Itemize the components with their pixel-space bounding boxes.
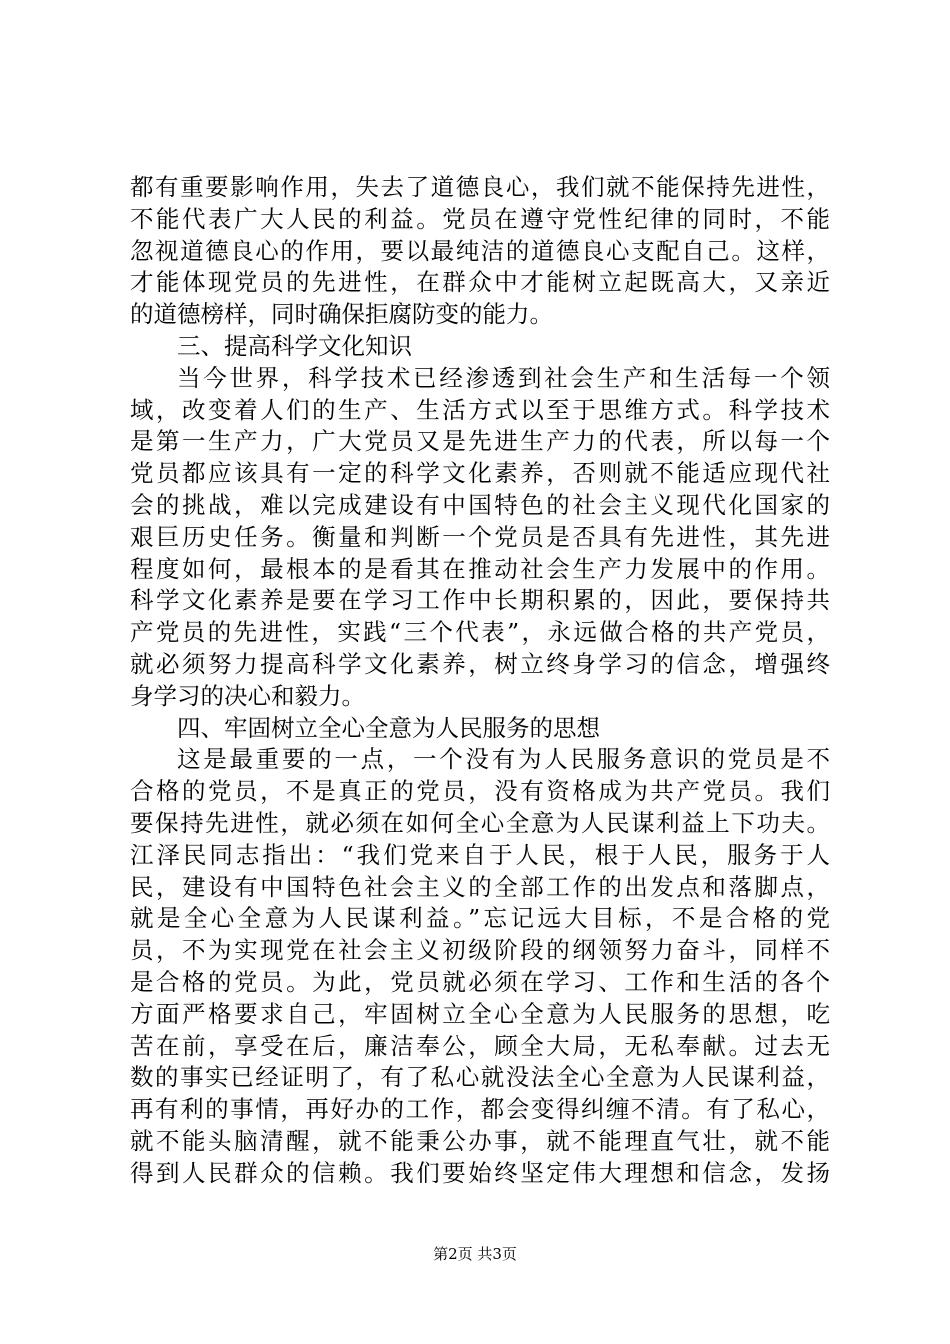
body-line: 身学习的决心和毅力。 <box>130 681 365 710</box>
page-number: 第2页 共3页 <box>433 1245 517 1263</box>
body-line: 是第一生产力，广大党员又是先进生产力的代表，所以每一个 <box>130 427 830 456</box>
body-line: 科学文化素养是要在学习工作中长期积累的，因此，要保持共 <box>130 586 830 615</box>
body-line: 忽视道德良心的作用，要以最纯洁的道德良心支配自己。这样， <box>130 236 830 265</box>
body-line: 这是最重要的一点，一个没有为人民服务意识的党员是不 <box>177 745 830 774</box>
body-line: 党员都应该具有一定的科学文化素养，否则就不能适应现代社 <box>130 459 830 488</box>
body-line: 民，建设有中国特色社会主义的全部工作的出发点和落脚点， <box>130 872 830 901</box>
body-line: 再有利的事情，再好办的工作，都会变得纠缠不清。有了私心， <box>130 1095 830 1124</box>
body-line: 是合格的党员。为此，党员就必须在学习、工作和生活的各个 <box>130 967 830 996</box>
body-line: 得到人民群众的信赖。我们要始终坚定伟大理想和信念，发扬 <box>130 1158 830 1187</box>
body-line: 的道德榜样，同时确保拒腐防变的能力。 <box>130 300 553 329</box>
body-line: 江泽民同志指出：“我们党来自于人民，根于人民，服务于人 <box>130 840 830 869</box>
body-line: 艰巨历史任务。衡量和判断一个党员是否具有先进性，其先进 <box>130 522 830 551</box>
document-body <box>130 172 830 1190</box>
body-line: 域，改变着人们的生产、生活方式以至于思维方式。科学技术 <box>130 395 830 424</box>
body-line: 程度如何，最根本的是看其在推动社会生产力发展中的作用。 <box>130 554 830 583</box>
body-line: 方面严格要求自己，牢固树立全心全意为人民服务的思想，吃 <box>130 999 830 1028</box>
body-line: 就是全心全意为人民谋利益。”忘记远大目标，不是合格的党 <box>130 904 830 933</box>
body-line: 不能代表广大人民的利益。党员在遵守党性纪律的同时，不能 <box>130 204 830 233</box>
body-line: 产党员的先进性，实践“三个代表”，永远做合格的共产党员， <box>130 618 830 647</box>
body-line: 数的事实已经证明了，有了私心就没法全心全意为人民谋利益， <box>130 1063 830 1092</box>
body-line: 员，不为实现党在社会主义初级阶段的纲领努力奋斗，同样不 <box>130 936 830 965</box>
body-line: 就不能头脑清醒，就不能秉公办事，就不能理直气壮，就不能 <box>130 1126 830 1155</box>
body-line: 会的挑战，难以完成建设有中国特色的社会主义现代化国家的 <box>130 490 830 519</box>
section-heading: 四、牢固树立全心全意为人民服务的思想 <box>177 713 600 742</box>
body-line: 苦在前，享受在后，廉洁奉公，顾全大局，无私奉献。过去无 <box>130 1031 830 1060</box>
body-line: 才能体现党员的先进性，在群众中才能树立起既高大，又亲近 <box>130 268 830 297</box>
body-line: 就必须努力提高科学文化素养，树立终身学习的信念，增强终 <box>130 649 830 678</box>
body-line: 当今世界，科学技术已经渗透到社会生产和生活每一个领 <box>177 363 830 392</box>
body-line: 合格的党员，不是真正的党员，没有资格成为共产党员。我们 <box>130 777 830 806</box>
body-line: 要保持先进性，就必须在如何全心全意为人民谋利益上下功夫。 <box>130 808 830 837</box>
section-heading: 三、提高科学文化知识 <box>177 331 412 360</box>
body-line: 都有重要影响作用，失去了道德良心，我们就不能保持先进性， <box>130 173 830 201</box>
